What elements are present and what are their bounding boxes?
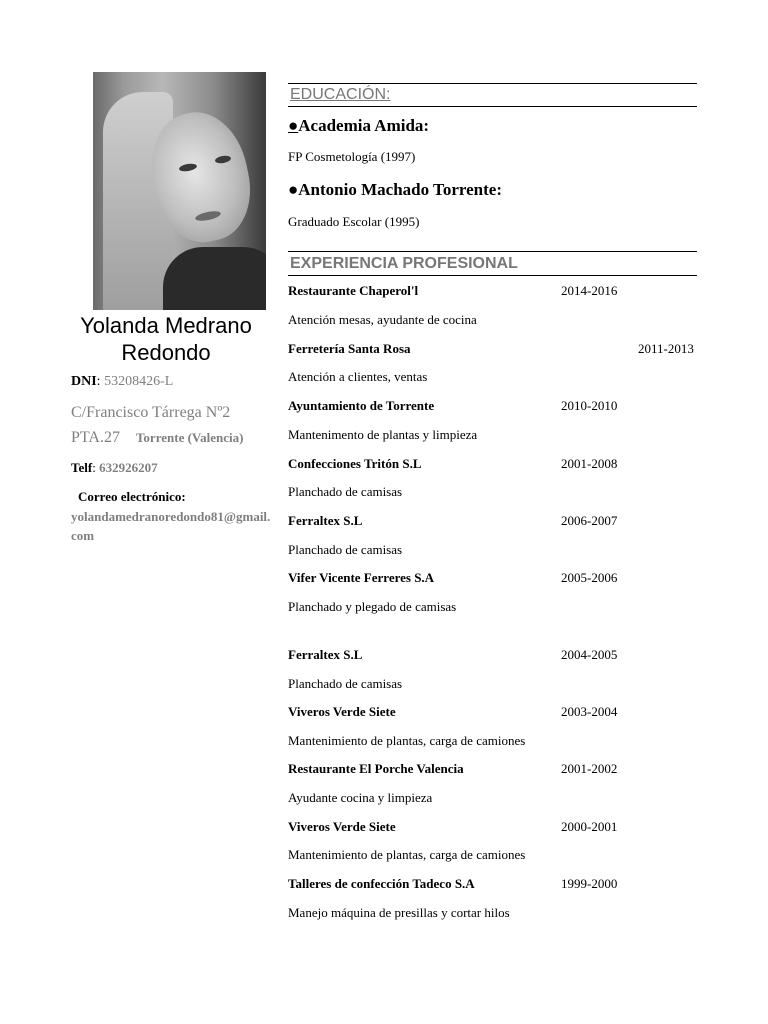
job-years: 2003-2004 <box>561 704 618 719</box>
job-years: 2014-2016 <box>561 283 618 298</box>
job-years: 2006-2007 <box>561 513 618 528</box>
phone-line: Telf: 632926207 <box>71 460 158 475</box>
job-description: Mantenimiento de plantas, carga de camiones <box>288 733 526 748</box>
job-description: Mantenimento de plantas y limpieza <box>288 427 478 442</box>
address-city: Torrente (Valencia) <box>135 430 244 445</box>
job-years: 2000-2001 <box>561 819 618 834</box>
telf-label: Telf <box>71 460 93 475</box>
education-rule-top <box>288 83 697 84</box>
job-description: Planchado y plegado de camisas <box>288 599 457 614</box>
job-description: Atención a clientes, ventas <box>288 369 428 384</box>
school-degree: FP Cosmetología (1997) <box>288 149 416 164</box>
education-heading: EDUCACIÓN: <box>290 86 391 103</box>
telf-value: 632926207 <box>99 460 158 475</box>
email-label: Correo electrónico: <box>78 489 186 504</box>
job-description: Ayudante cocina y limpieza <box>288 790 433 805</box>
job-company: Confecciones Tritón S.L <box>288 456 422 471</box>
job-years: 2005-2006 <box>561 570 618 585</box>
job-years: 2001-2008 <box>561 456 618 471</box>
dni-line: DNI: 53208426-L <box>71 374 174 389</box>
job-company: Ayuntamiento de Torrente <box>288 398 435 413</box>
experience-rule-bottom <box>288 275 697 276</box>
job-company: Viveros Verde Siete <box>288 704 396 719</box>
job-company: Vifer Vicente Ferreres S.A <box>288 570 435 585</box>
bullet-icon: ● <box>288 180 299 199</box>
email-value-line1: yolandamedranoredondo81@gmail. <box>71 509 271 524</box>
dni-label: DNI <box>71 374 97 389</box>
job-description: Planchado de camisas <box>288 542 403 557</box>
job-description: Planchado de camisas <box>288 484 403 499</box>
job-years: 1999-2000 <box>561 876 618 891</box>
address-floor: PTA.27 <box>71 429 120 446</box>
job-description: Atención mesas, ayudante de cocina <box>288 312 477 327</box>
experience-heading: EXPERIENCIA PROFESIONAL <box>290 255 518 272</box>
dni-value: 53208426-L <box>104 374 174 389</box>
job-description: Manejo máquina de presillas y cortar hilos <box>288 905 510 920</box>
job-company: Restaurante Chaperol'l <box>288 283 419 298</box>
address-line2 <box>71 429 243 447</box>
address-line1: C/Francisco Tárrega Nº2 <box>71 404 231 421</box>
email-value-line2: com <box>71 528 95 543</box>
job-years: 2011-2013 <box>638 341 694 356</box>
job-company: Restaurante El Porche Valencia <box>288 761 464 776</box>
job-company: Viveros Verde Siete <box>288 819 396 834</box>
bullet-icon: ● <box>288 116 299 135</box>
job-company: Ferraltex S.L <box>288 647 363 662</box>
job-company: Talleres de confección Tadeco S.A <box>288 876 475 891</box>
education-rule-bottom <box>288 106 697 107</box>
job-company: Ferraltex S.L <box>288 513 363 528</box>
job-description: Planchado de camisas <box>288 676 403 691</box>
school-degree: Graduado Escolar (1995) <box>288 214 420 229</box>
job-years: 2001-2002 <box>561 761 618 776</box>
job-description: Mantenimiento de plantas, carga de camiones <box>288 847 526 862</box>
candidate-name: Yolanda Medrano Redondo <box>80 313 252 365</box>
profile-photo <box>93 72 266 310</box>
school-name: ●Academia Amida: <box>288 116 430 135</box>
experience-rule-top <box>288 251 697 252</box>
job-company: Ferretería Santa Rosa <box>288 341 411 356</box>
school-name: ●Antonio Machado Torrente: <box>288 180 502 199</box>
job-years: 2010-2010 <box>561 398 618 413</box>
job-years: 2004-2005 <box>561 647 618 662</box>
